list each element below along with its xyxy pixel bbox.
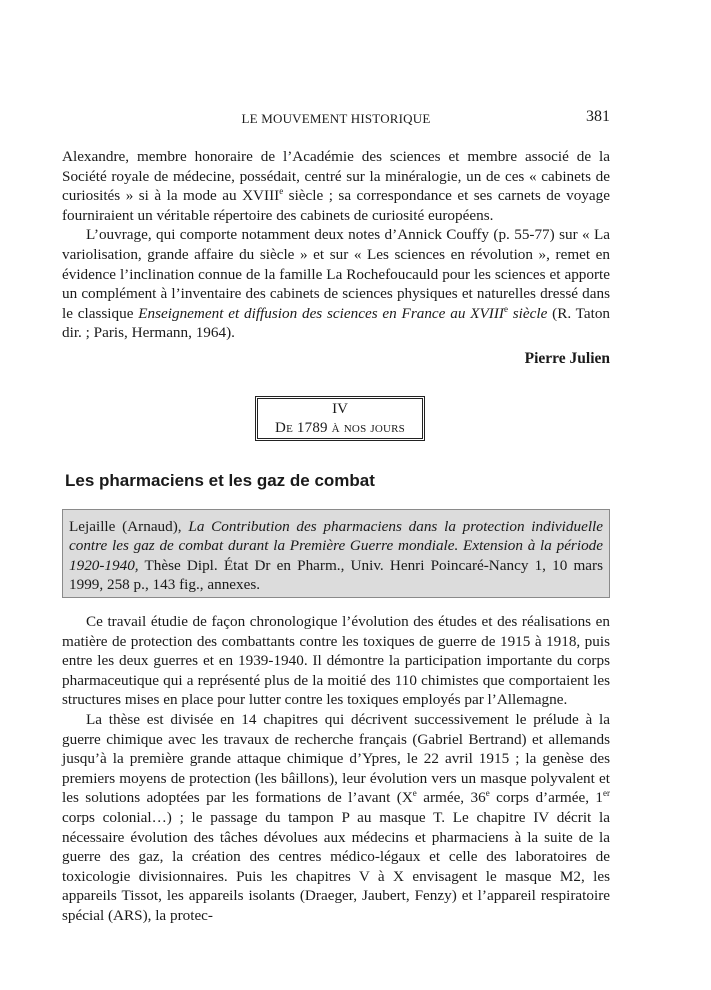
section-heading-box (257, 398, 423, 439)
section-numeral: IV (332, 401, 348, 417)
paragraph: Ce travail étudie de façon chronologique l’évolution des études et des réalisations en matière de protection des combattants contre les toxiques de guerre de 1915 à 1918, puis entre les deux guerres et en 1939-1940. Il démontre la participation importante du corps pharmaceutique qui a représenté plus de la moitié des 110 chimistes que comportaient les structures mises en place pour lutter contre les toxiques employés par l’Allemagne. (62, 613, 610, 709)
citation-title: La Contribution des pharmaciens dans la protection individuelle contre les gaz de combat durant la Première Guerre mondiale. Extension à la période 1920-1940, (69, 518, 603, 574)
reviewer-signature: Pierre Julien (524, 350, 610, 367)
paragraph: La thèse est divisée en 14 chapitres qui décrivent successivement le prélude à la guerre chimique avec les travaux de recherche français (Gabriel Bertrand) et allemands jusqu’à la première grande attaque chimique d’Ypres, le 22 avril 1915 ; la genèse des premiers moyens de protection (les bâillons), leur évolution vers un masque polyvalent et les solutions adoptées par les formations de l’avant (Xe armée, 36e corps d’armée, 1er corps colonial…) ; le passage du tampon P au masque T. Le chapitre IV décrit la nécessaire évolution des tâches dévolues aux médecins et pharmaciens à la suite de la guerre des gaz, la création des centres médico-légaux et celle des laboratoires de toxicologie divisionnaires. Puis les chapitres V à X envisagent le masque M2, les appareils Tissot, les appareils isolants (Draeger, Jaubert, Fenzy) et l’appareil respiratoire spécial (ARS), la protec- (62, 710, 611, 924)
review-body (62, 612, 610, 926)
section-subtitle: De 1789 à nos jours (275, 420, 405, 436)
paragraph: Alexandre, membre honoraire de l’Académie des sciences et membre associé de la Société royale de médecine, possédait, centré sur la minéralogie, un de ces « cabinets de curiosités » si à la mode au XVIIIe siècle ; sa correspondance et ses carnets de voyage fourniraient un véritable répertoire des cabinets de curiosité européens. (62, 148, 610, 224)
page-number: 381 (586, 108, 610, 125)
citation-box (62, 509, 610, 598)
citation-details: Thèse Dipl. État Dr en Pharm., Univ. Henri Poincaré-Nancy 1, 10 mars 1999, 258 p., 143 fig., annexes. (69, 556, 603, 594)
article-title: Les pharmaciens et les gaz de combat (65, 471, 375, 490)
citation-author: Lejaille (Arnaud), (69, 518, 189, 535)
paragraph: L’ouvrage, qui comporte notamment deux notes d’Annick Couffy (p. 55-77) sur « La variolisation, grande affaire du siècle » et sur « Les sciences en révolution », remet en évidence l’inclination connue de la famille La Rochefoucauld pour les sciences et apporte un complément à l’inventaire des cabinets de sciences physiques et naturelles dressé dans le classique Enseignement et diffusion des sciences en France au XVIIIe siècle (R. Taton dir. ; Paris, Hermann, 1964). (62, 226, 611, 342)
review-continuation (62, 147, 610, 343)
running-title: LE MOUVEMENT HISTORIQUE (241, 111, 431, 126)
running-header (62, 108, 610, 128)
